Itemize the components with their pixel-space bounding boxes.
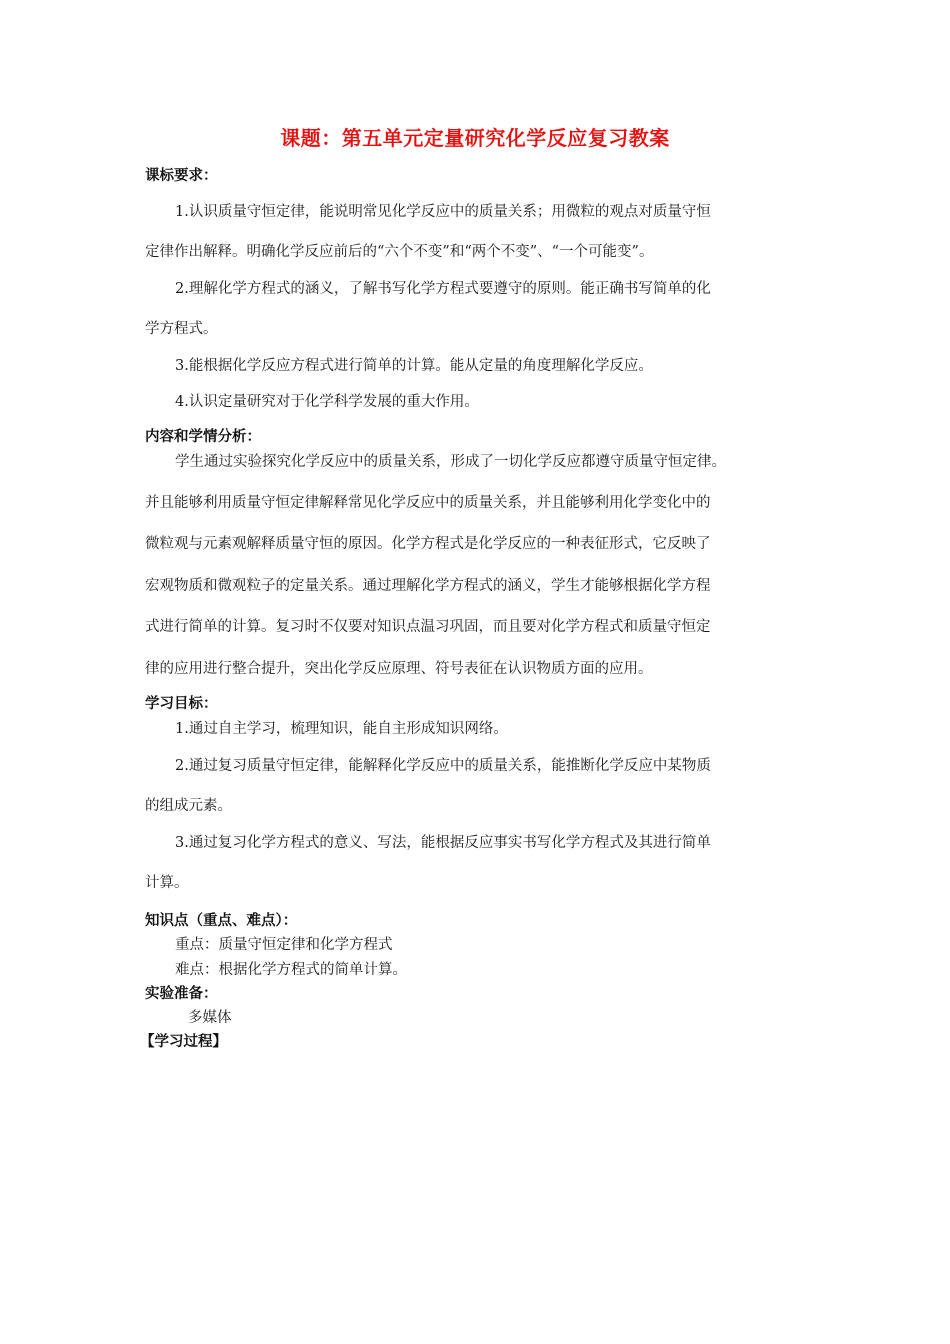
document-title: 课题：第五单元定量研究化学反应复习教案 (280, 126, 670, 150)
key-points-heading: 知识点（重点、难点）： (145, 913, 298, 929)
preparation-heading: 实验准备： (145, 986, 218, 1002)
analysis-line-1: 学生通过实验探究化学反应中的质量关系，形成了一切化学反应都遵守质量守恒定律。 (175, 454, 726, 470)
standards-item-4: 4.认识定量研究对于化学科学发展的重大作用。 (175, 394, 479, 410)
standards-item-3: 3.能根据化学反应方程式进行简单的计算。能从定量的角度理解化学反应。 (175, 358, 653, 374)
analysis-line-6: 律的应用进行整合提升，突出化学反应原理、符号表征在认识物质方面的应用。 (145, 661, 653, 677)
analysis-line-2: 并且能够利用质量守恒定律解释常见化学反应中的质量关系，并且能够利用化学变化中的 (145, 495, 711, 511)
standards-heading: 课标要求： (145, 168, 218, 184)
standards-item-1-line-2: 定律作出解释。明确化学反应前后的“六个不变”和“两个不变”、“一个可能变”。 (145, 244, 654, 260)
preparation-item: 多媒体 (188, 1010, 232, 1026)
goal-2-line-2: 的组成元素。 (145, 798, 232, 814)
goal-2-line-1: 2.通过复习质量守恒定律，能解释化学反应中的质量关系，能推断化学反应中某物质 (175, 758, 711, 774)
analysis-heading: 内容和学情分析： (145, 429, 261, 445)
process-heading: 【学习过程】 (140, 1034, 227, 1050)
key-point: 重点：质量守恒定律和化学方程式 (175, 937, 393, 953)
goals-heading: 学习目标： (145, 696, 218, 712)
analysis-line-5: 式进行简单的计算。复习时不仅要对知识点温习巩固，而且要对化学方程式和质量守恒定 (145, 619, 711, 635)
difficult-point: 难点：根据化学方程式的简单计算。 (175, 962, 407, 978)
standards-item-2-line-1: 2.理解化学方程式的涵义，了解书写化学方程式要遵守的原则。能正确书写简单的化 (175, 281, 711, 297)
analysis-line-3: 微粒观与元素观解释质量守恒的原因。化学方程式是化学反应的一种表征形式，它反映了 (145, 536, 711, 552)
analysis-line-4: 宏观物质和微观粒子的定量关系。通过理解化学方程式的涵义，学生才能够根据化学方程 (145, 578, 711, 594)
goal-3-line-2: 计算。 (145, 875, 189, 891)
standards-item-2-line-2: 学方程式。 (145, 321, 218, 337)
goal-1: 1.通过自主学习，梳理知识，能自主形成知识网络。 (175, 721, 508, 737)
goal-3-line-1: 3.通过复习化学方程式的意义、写法，能根据反应事实书写化学方程式及其进行简单 (175, 835, 711, 851)
standards-item-1-line-1: 1.认识质量守恒定律，能说明常见化学反应中的质量关系；用微粒的观点对质量守恒 (175, 204, 711, 220)
